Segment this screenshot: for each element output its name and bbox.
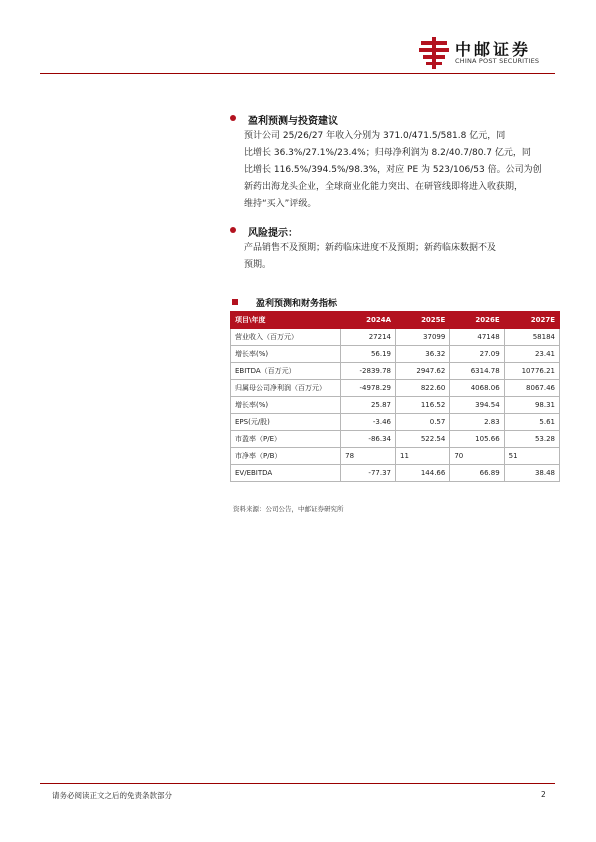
risk-paragraph [244,240,564,274]
row-value: 394.54 [450,397,504,414]
table-row [231,397,560,414]
table-row [231,363,560,380]
disclaimer-text: 请务必阅读正文之后的免责条款部分 [52,791,172,800]
footer-divider [40,783,555,784]
row-value: 53.28 [504,431,559,448]
section-bullet [230,115,236,121]
forecast-title: 盈利预测与投资建议 [248,116,338,127]
row-value: 78 [341,448,396,465]
header-cell: 2026E [450,312,504,329]
table-row [231,448,560,465]
header-cell: 2024A [341,312,396,329]
logo-english-text: CHINA POST SECURITIES [455,57,540,65]
row-value: 522.54 [396,431,450,448]
forecast-line: 维持“买入”评级。 [244,199,317,209]
row-value: 56.19 [341,346,396,363]
table-caption [230,296,560,310]
row-label: 归属母公司净利润（百万元） [231,380,341,397]
row-value: -86.34 [341,431,396,448]
row-label: 增长率(%) [231,397,341,414]
row-value: 37099 [396,329,450,346]
china-post-logo-icon [417,37,451,69]
row-label: 营业收入（百万元） [231,329,341,346]
header-cell: 2027E [504,312,559,329]
row-value: 11 [396,448,450,465]
row-label: 市净率（P/B） [231,448,341,465]
row-value: -77.37 [341,465,396,482]
row-value: 98.31 [504,397,559,414]
row-value: 58184 [504,329,559,346]
row-value: -4978.29 [341,380,396,397]
table-row [231,346,560,363]
row-value: 23.41 [504,346,559,363]
row-value: 36.32 [396,346,450,363]
row-value: 2.83 [450,414,504,431]
forecast-paragraph [244,128,564,213]
row-value: 4068.06 [450,380,504,397]
risk-line: 预期。 [244,260,272,270]
forecast-line: 新药出海龙头企业，全球商业化能力突出、在研管线即将进入收获期， [244,182,524,192]
row-value: 38.48 [504,465,559,482]
header-divider [40,73,555,74]
company-logo [417,37,557,69]
forecast-line: 比增长 116.5%/394.5%/98.3%，对应 PE 为 523/106/53 倍。公司为创 [244,165,542,175]
row-value: 5.61 [504,414,559,431]
header-cell: 项目\年度 [231,312,341,329]
row-value: 27.09 [450,346,504,363]
table-header-row [231,312,560,329]
table-title: 盈利预测和财务指标 [256,299,338,309]
row-value: 66.89 [450,465,504,482]
row-value: 8067.46 [504,380,559,397]
row-value: 70 [450,448,504,465]
row-value: 822.60 [396,380,450,397]
table-row [231,380,560,397]
row-label: EBITDA（百万元） [231,363,341,380]
page-number: 2 [541,790,546,799]
row-value: 0.57 [396,414,450,431]
row-value: 51 [504,448,559,465]
row-value: 144.66 [396,465,450,482]
row-label: EPS(元/股) [231,414,341,431]
table-row [231,329,560,346]
row-value: 25.87 [341,397,396,414]
row-label: 市盈率（P/E） [231,431,341,448]
row-value: 2947.62 [396,363,450,380]
row-value: 6314.78 [450,363,504,380]
row-label: EV/EBITDA [231,465,341,482]
financial-table [230,311,560,482]
forecast-line: 预计公司 25/26/27 年收入分别为 371.0/471.5/581.8 亿元，同 [244,131,506,141]
risk-line: 产品销售不及预期；新药临床进度不及预期；新药临床数据不及 [244,243,497,253]
caption-square-icon [232,299,238,305]
row-value: 10776.21 [504,363,559,380]
row-value: 47148 [450,329,504,346]
row-value: 27214 [341,329,396,346]
row-value: 105.66 [450,431,504,448]
table-row [231,431,560,448]
forecast-line: 比增长 36.3%/27.1%/23.4%；归母净利润为 8.2/40.7/80.7 亿元，同 [244,148,531,158]
table-source-note: 资料来源：公司公告，中邮证券研究所 [233,505,344,513]
row-label: 增长率(%) [231,346,341,363]
row-value: 116.52 [396,397,450,414]
table-row [231,465,560,482]
logo-chinese-text: 中邮证券 [455,40,532,59]
row-value: -2839.78 [341,363,396,380]
risk-title: 风险提示： [248,228,298,239]
header-cell: 2025E [396,312,450,329]
section-bullet [230,227,236,233]
table-row [231,414,560,431]
row-value: -3.46 [341,414,396,431]
